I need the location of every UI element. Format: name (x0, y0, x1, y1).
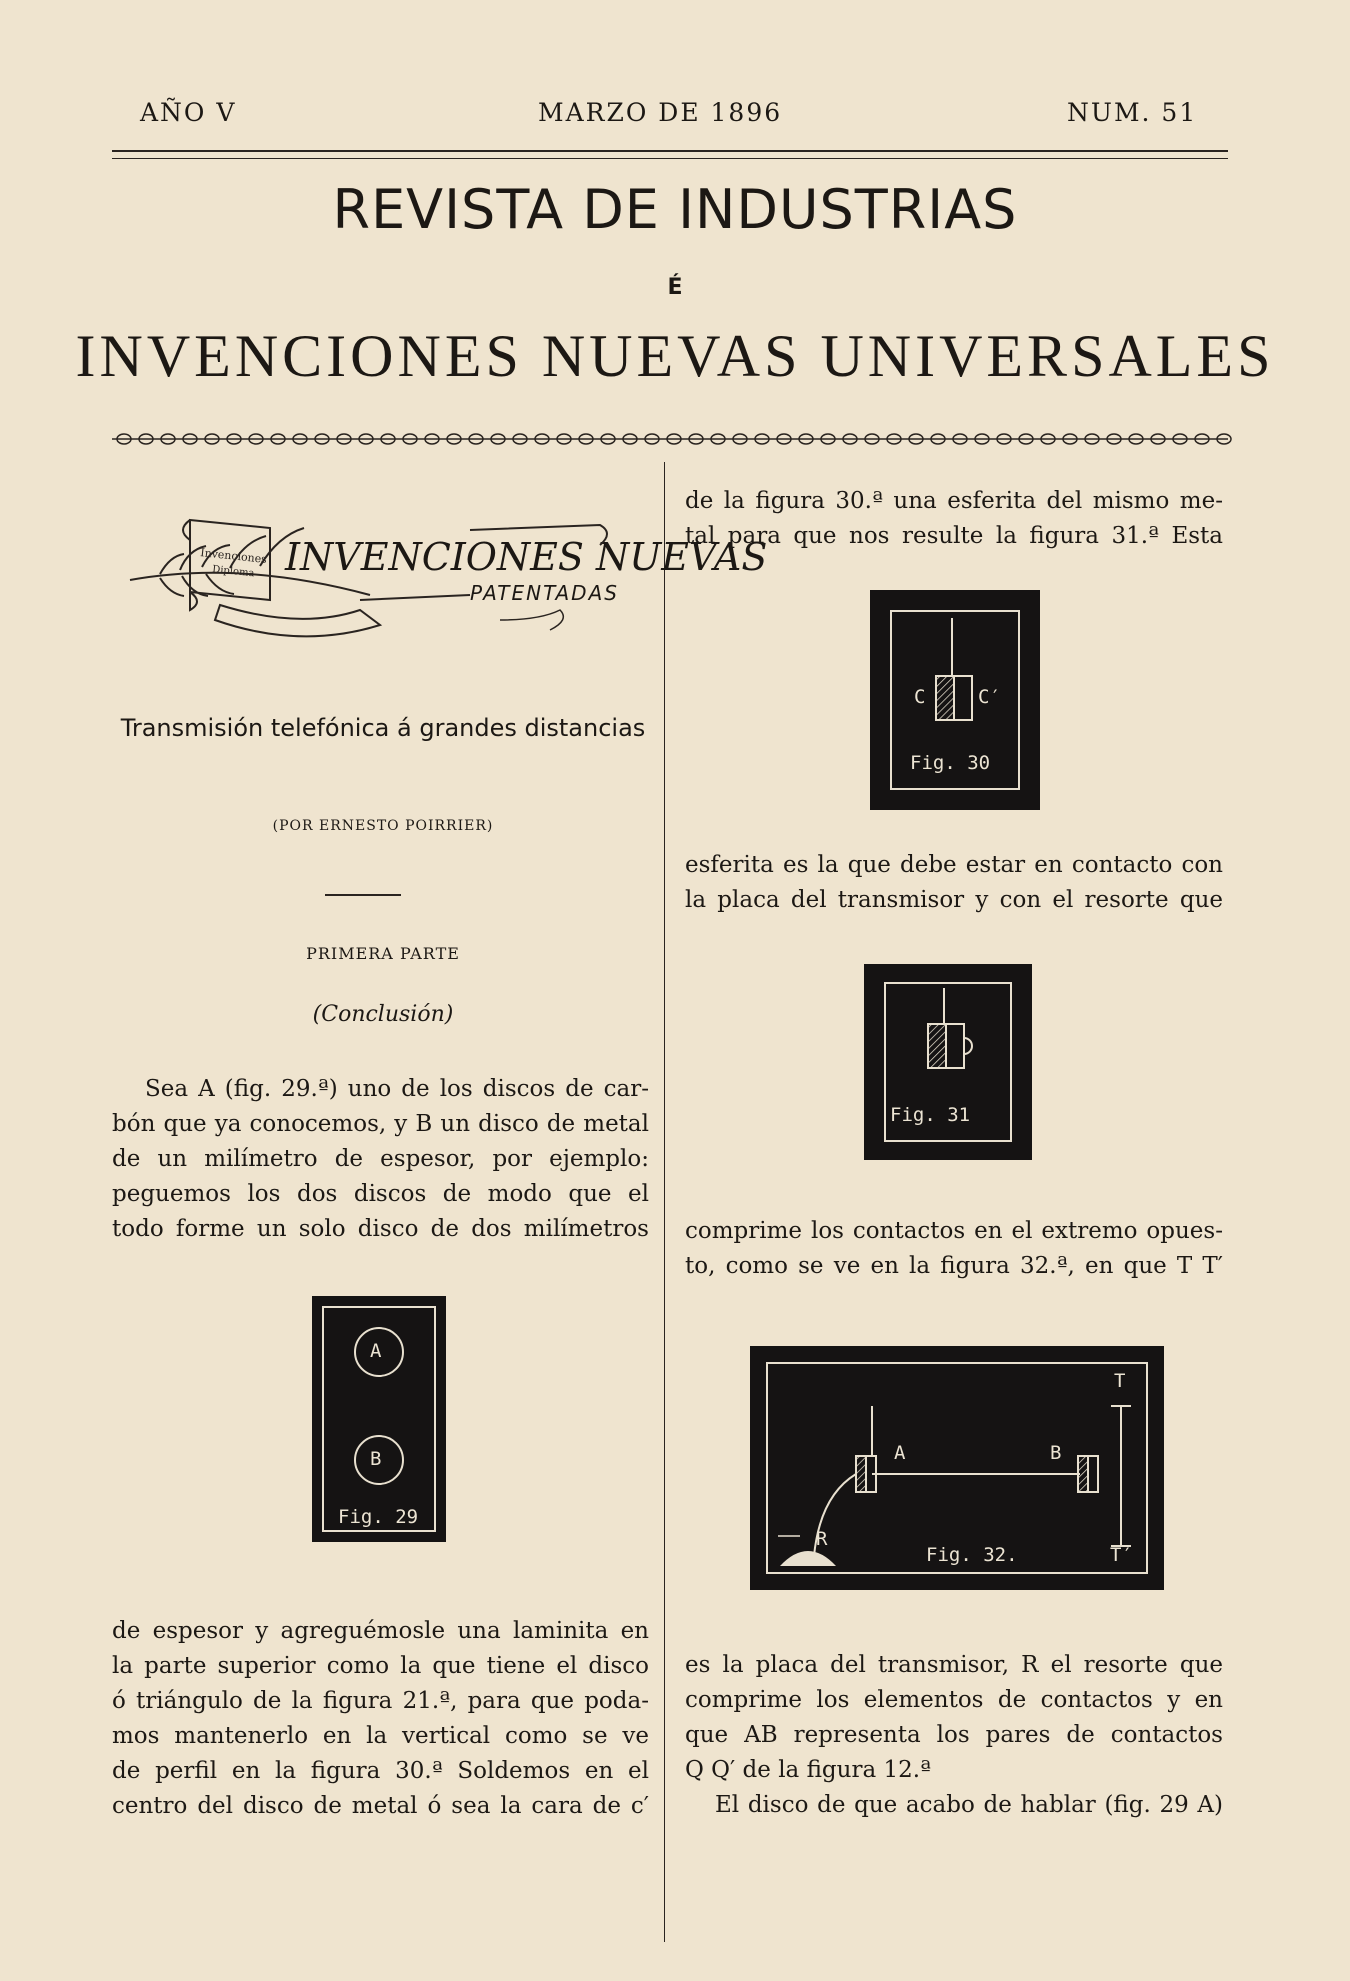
figure-29 (312, 1296, 446, 1542)
figure-29-label-a: A (370, 1340, 382, 1362)
left-paragraph-1 (112, 1072, 649, 1247)
masthead-title-line2: INVENCIONES NUEVAS UNIVERSALES (75, 323, 1275, 389)
figure-32-label-t-prime: T′ (1110, 1544, 1133, 1566)
text-line: que AB representa los pares de contactos (685, 1722, 1223, 1748)
header-date: MARZO DE 1896 (538, 98, 783, 127)
figure-30-label-c-prime: C′ (978, 686, 1001, 708)
header-year: AÑO V (140, 98, 237, 127)
article-conclusion-heading: (Conclusión) (312, 1002, 454, 1027)
masthead-conjunction: É (667, 275, 683, 300)
text-line: la parte superior como la que tiene el disco (112, 1653, 649, 1679)
figure-29-caption: Fig. 29 (338, 1506, 419, 1528)
article-part-heading: PRIMERA PARTE (306, 944, 460, 963)
figure-29-label-b: B (370, 1448, 382, 1470)
text-line: Q Q′ de la figura 12.ª (685, 1757, 931, 1783)
article-byline: (POR ERNESTO POIRRIER) (272, 818, 494, 834)
figure-32-caption: Fig. 32. (926, 1544, 1018, 1566)
text-line: peguemos los dos discos de modo que el (112, 1181, 649, 1207)
text-line: de espesor y agreguémosle una laminita en (112, 1618, 649, 1644)
figure-32-label-t: T (1114, 1370, 1126, 1392)
text-line: de perfil en la figura 30.ª Soldemos en el (112, 1758, 649, 1784)
svg-text:PATENTADAS: PATENTADAS (470, 581, 619, 605)
text-line: bón que ya conocemos, y B un disco de metal (112, 1111, 649, 1137)
figure-31-caption: Fig. 31 (890, 1104, 971, 1126)
figure-30-label-c: C (914, 686, 926, 708)
text-line: de un milímetro de espesor, por ejemplo: (112, 1146, 649, 1172)
ornamental-divider (112, 430, 1228, 448)
text-line: ó triángulo de la figura 21.ª, para que poda- (112, 1688, 649, 1714)
right-paragraph-1 (685, 484, 1223, 554)
figure-30-drawing (870, 590, 1040, 810)
text-line: todo forme un solo disco de dos milímetros (112, 1216, 649, 1242)
svg-text:Invenciones: Invenciones (199, 546, 268, 566)
article-title: Transmisión telefónica á grandes distancias (120, 714, 646, 742)
text-line: centro del disco de metal ó sea la cara de c′ (112, 1793, 649, 1819)
text-line: comprime los elementos de contactos y en (685, 1687, 1223, 1713)
short-separator-rule (325, 894, 401, 896)
header-number: NUM. 51 (1067, 98, 1198, 127)
column-divider (664, 462, 665, 1942)
left-paragraph-2 (112, 1614, 649, 1824)
text-line: es la placa del transmisor, R el resorte que (685, 1652, 1223, 1678)
masthead-title-line1: REVISTA DE INDUSTRIAS (332, 178, 1018, 241)
text-line: la placa del transmisor y con el resorte que (685, 887, 1223, 913)
text-line: El disco de que acabo de hablar (fig. 29 A) (715, 1792, 1223, 1818)
text-line: Sea A (fig. 29.ª) uno de los discos de car- (145, 1076, 649, 1102)
figure-31 (864, 964, 1032, 1160)
figure-32 (750, 1346, 1164, 1590)
svg-text:Diploma: Diploma (211, 564, 255, 580)
figure-30 (870, 590, 1040, 810)
right-paragraph-3 (685, 1214, 1223, 1284)
figure-30-caption: Fig. 30 (910, 752, 991, 774)
header-rule-top (112, 150, 1228, 152)
right-paragraph-2 (685, 848, 1223, 918)
figure-31-drawing (864, 964, 1032, 1160)
invenciones-nuevas-logo (120, 500, 768, 650)
figure-32-label-a: A (894, 1442, 906, 1464)
right-paragraph-4 (685, 1648, 1223, 1823)
text-line: esferita es la que debe estar en contacto con (685, 852, 1223, 878)
text-line: de la figura 30.ª una esferita del mismo me- (685, 488, 1223, 514)
figure-32-label-b: B (1050, 1442, 1062, 1464)
text-line: mos mantenerlo en la vertical como se ve (112, 1723, 649, 1749)
svg-text:INVENCIONES NUEVAS: INVENCIONES NUEVAS (285, 535, 768, 579)
text-line: tal para que nos resulte la figura 31.ª Esta (685, 523, 1223, 549)
text-line: comprime los contactos en el extremo opues- (685, 1218, 1223, 1244)
header-rule-bottom (112, 158, 1228, 159)
text-line: to, como se ve en la figura 32.ª, en que T T′ (685, 1253, 1223, 1279)
figure-32-label-r: R (816, 1528, 828, 1550)
